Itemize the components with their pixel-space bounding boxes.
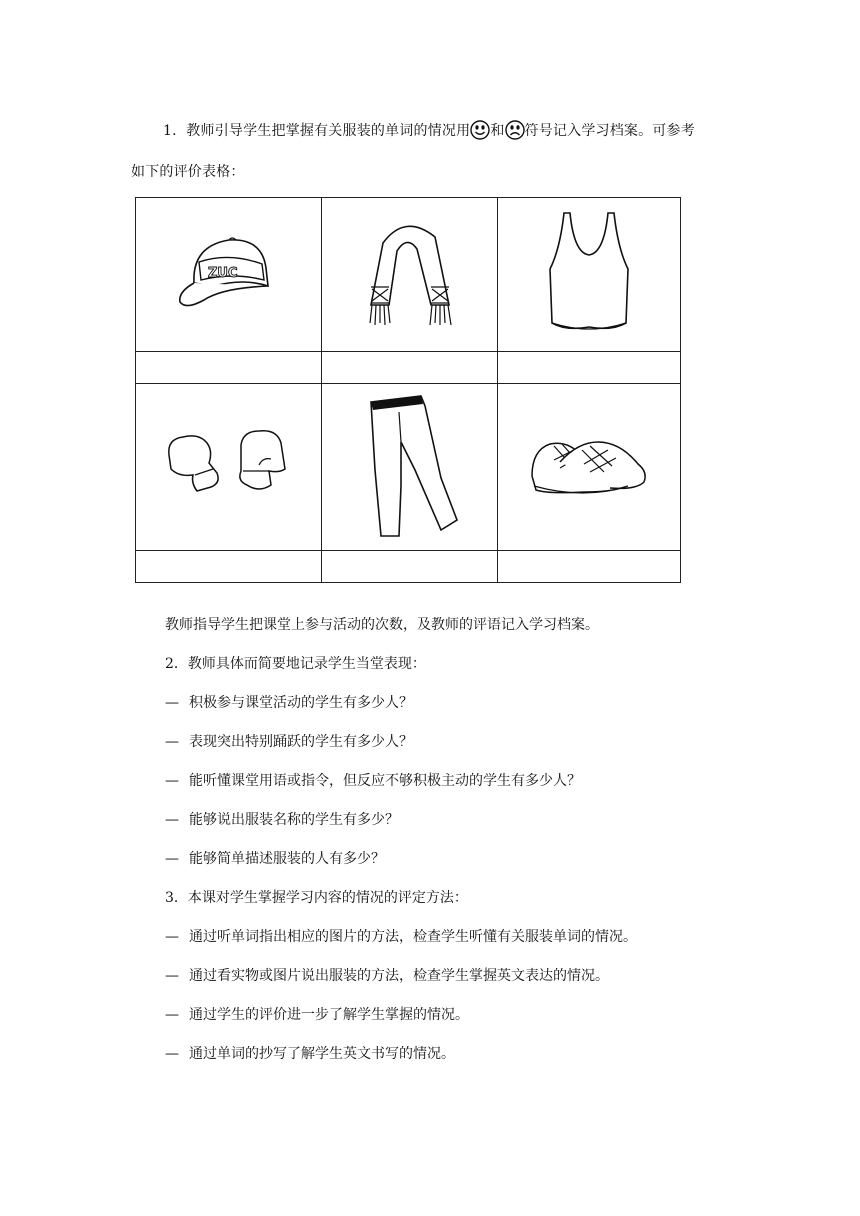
list-item	[165, 692, 413, 712]
cap-icon	[174, 228, 284, 318]
paragraph-teacher-guide: 教师指导学生把课堂上参与活动的次数，及教师的评语记入学习档案。	[165, 617, 599, 633]
scarf-icon	[345, 213, 475, 333]
list-item-text: 通过听单词指出相应的图片的方法，检查学生听懂有关服装单词的情况。	[189, 929, 637, 945]
dash-bullet: —	[165, 929, 179, 945]
table-row	[136, 551, 681, 583]
table-cell	[322, 384, 498, 551]
table-cell	[136, 384, 322, 551]
list-item-text: 能够说出服装名称的学生有多少？	[189, 812, 399, 828]
dash-bullet: —	[165, 773, 179, 789]
list-item-text: 表现突出特别踊跃的学生有多少人？	[189, 734, 413, 750]
intro-text-3: 符号记入学习档案。可参考	[524, 123, 695, 139]
section-2-heading: 2．教师具体而简要地记录学生当堂表现：	[165, 656, 426, 672]
list-item	[165, 770, 581, 790]
list-item-text: 积极参与课堂活动的学生有多少人？	[189, 695, 413, 711]
dash-bullet: —	[165, 1046, 179, 1062]
smiley-happy-icon	[470, 120, 490, 140]
list-item	[165, 926, 637, 946]
list-item-text: 通过单词的抄写了解学生英文书写的情况。	[189, 1046, 455, 1062]
evaluation-table	[135, 197, 681, 583]
table-row	[136, 384, 681, 551]
list-item-text: 能够简单描述服装的人有多少？	[189, 851, 385, 867]
list-item	[165, 848, 385, 868]
answer-cell[interactable]	[322, 352, 498, 384]
dash-bullet: —	[165, 851, 179, 867]
answer-cell[interactable]	[136, 352, 322, 384]
table-row	[136, 352, 681, 384]
smiley-sad-icon	[505, 120, 525, 140]
intro-continuation: 如下的评价表格：	[131, 164, 245, 180]
answer-cell[interactable]	[136, 551, 322, 583]
list-item	[165, 731, 413, 751]
list-item	[165, 1043, 455, 1063]
vest-icon	[534, 205, 644, 340]
cap-lettering: ZUC	[207, 265, 238, 281]
table-cell	[322, 198, 498, 352]
trousers-icon	[345, 390, 475, 540]
table-row	[136, 198, 681, 352]
sneakers-icon	[524, 420, 654, 510]
answer-cell[interactable]	[322, 551, 498, 583]
answer-cell[interactable]	[498, 551, 681, 583]
answer-cell[interactable]	[498, 352, 681, 384]
dash-bullet: —	[165, 1007, 179, 1023]
gloves-icon	[159, 425, 299, 505]
intro-text-2: 和	[490, 123, 505, 139]
list-item-text: 能听懂课堂用语或指令，但反应不够积极主动的学生有多少人？	[189, 773, 581, 789]
section-3-heading: 3．本课对学生掌握学习内容的情况的评定方法：	[165, 890, 468, 906]
intro-line	[163, 120, 695, 140]
table-cell	[498, 198, 681, 352]
table-cell	[136, 198, 322, 352]
table-cell	[498, 384, 681, 551]
dash-bullet: —	[165, 734, 179, 750]
list-item	[165, 1004, 469, 1024]
intro-text-1: 1．教师引导学生把掌握有关服装的单词的情况用	[163, 123, 471, 139]
list-item	[165, 965, 609, 985]
list-item	[165, 809, 399, 829]
list-item-text: 通过看实物或图片说出服装的方法，检查学生掌握英文表达的情况。	[189, 968, 609, 984]
dash-bullet: —	[165, 968, 179, 984]
list-item-text: 通过学生的评价进一步了解学生掌握的情况。	[189, 1007, 469, 1023]
dash-bullet: —	[165, 695, 179, 711]
dash-bullet: —	[165, 812, 179, 828]
